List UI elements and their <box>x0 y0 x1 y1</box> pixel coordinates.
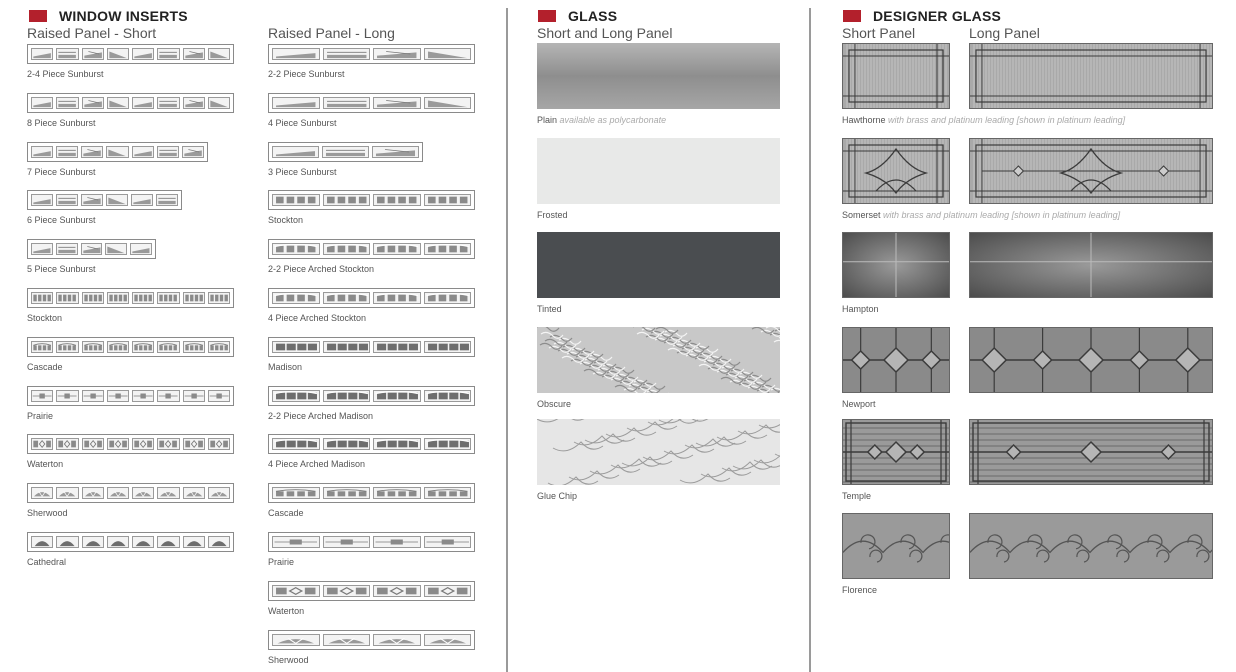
insert-pane <box>272 341 320 353</box>
window-insert-swatch <box>268 239 475 259</box>
insert-pane <box>107 390 129 402</box>
insert-pane <box>424 292 472 304</box>
insert-pane <box>82 487 104 499</box>
insert-pane <box>31 48 53 60</box>
insert-pane <box>183 536 205 548</box>
insert-pane <box>373 243 421 255</box>
window-insert-swatch <box>268 190 475 210</box>
insert-pane <box>208 487 230 499</box>
insert-pane <box>322 146 369 158</box>
designer-glass-short-swatch-temple <box>842 419 950 485</box>
window-insert-swatch <box>27 532 234 552</box>
designer-glass-short-swatch-hawthorne <box>842 43 950 109</box>
glass-swatch-plain <box>537 43 780 109</box>
insert-pane <box>31 390 53 402</box>
insert-pane <box>272 243 320 255</box>
insert-pane <box>31 536 53 548</box>
insert-pane <box>208 536 230 548</box>
insert-pane <box>272 536 320 548</box>
insert-pane <box>208 390 230 402</box>
insert-pane <box>106 194 128 206</box>
designer-glass-name: Temple <box>842 491 872 501</box>
window-insert-swatch <box>27 386 234 406</box>
insert-pane <box>56 48 78 60</box>
designer-glass-label <box>842 210 1120 220</box>
insert-pane <box>373 634 421 646</box>
insert-pane <box>107 292 129 304</box>
window-insert-swatch <box>27 190 182 210</box>
glass-name: Frosted <box>537 210 568 220</box>
insert-pane <box>183 341 205 353</box>
insert-pane <box>208 341 230 353</box>
window-insert-label: Stockton <box>268 215 304 226</box>
insert-pane <box>132 292 154 304</box>
designer-glass-short-swatch-newport <box>842 327 950 393</box>
insert-pane <box>82 341 104 353</box>
insert-pane <box>157 97 179 109</box>
insert-pane <box>424 585 472 597</box>
glass-label <box>537 210 568 220</box>
designer-glass-long-swatch-hawthorne <box>969 43 1213 109</box>
insert-pane <box>107 341 129 353</box>
window-insert-label: 4 Piece Arched Madison <box>268 459 366 470</box>
column-divider <box>809 8 811 672</box>
insert-pane <box>31 243 53 255</box>
insert-pane <box>56 243 78 255</box>
insert-pane <box>156 194 178 206</box>
designer-glass-long-swatch-newport <box>969 327 1213 393</box>
insert-pane <box>272 634 320 646</box>
insert-pane <box>208 97 230 109</box>
column-heading-short-panel: Short Panel <box>842 25 916 41</box>
insert-pane <box>81 243 103 255</box>
designer-glass-note: with brass and platinum leading [shown in platinum leading] <box>885 115 1126 125</box>
insert-pane <box>157 146 179 158</box>
insert-pane <box>132 536 154 548</box>
insert-pane <box>56 292 78 304</box>
section-header-designer-glass <box>843 8 1001 24</box>
insert-pane <box>323 243 371 255</box>
insert-pane <box>424 438 472 450</box>
insert-pane <box>424 634 472 646</box>
insert-pane <box>183 390 205 402</box>
insert-pane <box>323 341 371 353</box>
insert-pane <box>323 292 371 304</box>
insert-pane <box>56 97 78 109</box>
insert-pane <box>424 97 472 109</box>
insert-pane <box>373 487 421 499</box>
section-title: DESIGNER GLASS <box>873 8 1002 24</box>
insert-pane <box>183 48 205 60</box>
insert-pane <box>323 194 371 206</box>
window-insert-swatch <box>268 386 475 406</box>
insert-pane <box>31 292 53 304</box>
window-insert-label: 8 Piece Sunburst <box>27 117 96 128</box>
insert-pane <box>373 390 421 402</box>
insert-pane <box>373 536 421 548</box>
insert-pane <box>56 536 78 548</box>
insert-pane <box>373 292 421 304</box>
insert-pane <box>323 487 371 499</box>
window-insert-swatch <box>268 142 423 162</box>
window-insert-swatch <box>268 483 475 503</box>
column-heading-long: Raised Panel - Long <box>268 25 395 41</box>
window-insert-swatch <box>27 44 234 64</box>
window-insert-swatch <box>27 483 234 503</box>
column-divider <box>506 8 508 672</box>
insert-pane <box>107 536 129 548</box>
window-insert-swatch <box>27 93 234 113</box>
window-insert-swatch <box>27 142 208 162</box>
designer-glass-name: Newport <box>842 399 876 409</box>
insert-pane <box>272 292 320 304</box>
insert-pane <box>56 194 78 206</box>
insert-pane <box>183 487 205 499</box>
designer-glass-long-swatch-somerset <box>969 138 1213 204</box>
insert-pane <box>424 390 472 402</box>
insert-pane <box>183 97 205 109</box>
insert-pane <box>372 146 419 158</box>
column-heading-short: Raised Panel - Short <box>27 25 157 41</box>
window-insert-label: Prairie <box>27 410 54 421</box>
insert-pane <box>323 438 371 450</box>
glass-swatch-obscure <box>537 327 780 393</box>
insert-pane <box>56 390 78 402</box>
insert-pane <box>107 48 129 60</box>
insert-pane <box>373 438 421 450</box>
glass-label <box>537 115 666 125</box>
insert-pane <box>157 487 179 499</box>
glass-label <box>537 399 571 409</box>
insert-pane <box>323 536 371 548</box>
designer-glass-long-swatch-hampton <box>969 232 1213 298</box>
insert-pane <box>323 97 371 109</box>
insert-pane <box>157 390 179 402</box>
insert-pane <box>373 194 421 206</box>
designer-glass-label <box>842 491 871 501</box>
window-insert-swatch <box>268 630 475 650</box>
insert-pane <box>131 194 153 206</box>
insert-pane <box>107 438 129 450</box>
window-insert-swatch <box>268 434 475 454</box>
insert-pane <box>272 487 320 499</box>
section-title: GLASS <box>568 8 618 24</box>
designer-glass-long-swatch-temple <box>969 419 1213 485</box>
insert-pane <box>82 292 104 304</box>
window-insert-label: Sherwood <box>27 508 68 519</box>
window-insert-label: Sherwood <box>268 654 309 665</box>
insert-pane <box>157 536 179 548</box>
designer-glass-name: Hampton <box>842 304 879 314</box>
designer-glass-label <box>842 304 879 314</box>
window-insert-label: Stockton <box>27 313 63 323</box>
insert-pane <box>107 487 129 499</box>
insert-pane <box>272 146 319 158</box>
insert-pane <box>373 97 421 109</box>
window-insert-label: Cathedral <box>27 557 67 567</box>
section-header-glass <box>538 8 617 24</box>
insert-pane <box>208 48 230 60</box>
insert-pane <box>424 341 472 353</box>
glass-swatch-gluechip <box>537 419 780 485</box>
insert-pane <box>424 48 472 60</box>
designer-glass-short-swatch-hampton <box>842 232 950 298</box>
insert-pane <box>82 390 104 402</box>
section-title: WINDOW INSERTS <box>59 8 188 24</box>
window-insert-label: 4 Piece Arched Stockton <box>268 313 367 323</box>
insert-pane <box>373 48 421 60</box>
window-insert-label: 2-2 Piece Arched Madison <box>268 410 374 421</box>
insert-pane <box>272 48 320 60</box>
insert-pane <box>31 146 53 158</box>
insert-pane <box>424 536 472 548</box>
designer-glass-short-swatch-florence <box>842 513 950 579</box>
glass-name: Obscure <box>537 399 572 409</box>
window-insert-label: 4 Piece Sunburst <box>268 117 337 128</box>
glass-name: Tinted <box>537 304 562 314</box>
insert-pane <box>31 438 53 450</box>
glass-label <box>537 491 577 501</box>
glass-note: available as polycarbonate <box>557 115 667 125</box>
insert-pane <box>272 438 320 450</box>
insert-pane <box>373 341 421 353</box>
window-insert-swatch <box>268 581 475 601</box>
insert-pane <box>132 97 154 109</box>
insert-pane <box>106 146 128 158</box>
insert-pane <box>183 292 205 304</box>
window-insert-swatch <box>27 288 234 308</box>
insert-pane <box>424 243 472 255</box>
insert-pane <box>56 438 78 450</box>
insert-pane <box>373 585 421 597</box>
red-square-icon <box>538 10 556 22</box>
insert-pane <box>208 292 230 304</box>
insert-pane <box>272 390 320 402</box>
insert-pane <box>56 146 78 158</box>
glass-swatch-tinted <box>537 232 780 298</box>
window-insert-swatch <box>27 337 234 357</box>
insert-pane <box>157 292 179 304</box>
insert-pane <box>132 390 154 402</box>
insert-pane <box>323 48 371 60</box>
window-insert-label: 2-2 Piece Sunburst <box>268 69 345 79</box>
window-insert-label: 2-2 Piece Arched Stockton <box>268 264 375 275</box>
designer-glass-note: with brass and platinum leading [shown in platinum leading] <box>880 210 1121 220</box>
insert-pane <box>424 487 472 499</box>
insert-pane <box>132 146 154 158</box>
window-insert-label: 6 Piece Sunburst <box>27 215 96 226</box>
column-heading-glass: Short and Long Panel <box>537 25 673 41</box>
insert-pane <box>105 243 127 255</box>
window-insert-label: Madison <box>268 361 303 372</box>
insert-pane <box>82 536 104 548</box>
column-heading-long-panel: Long Panel <box>969 25 1040 41</box>
insert-pane <box>183 438 205 450</box>
window-insert-swatch <box>268 337 475 357</box>
insert-pane <box>132 341 154 353</box>
insert-pane <box>272 194 320 206</box>
window-insert-swatch <box>27 239 156 259</box>
window-insert-label: 2-4 Piece Sunburst <box>27 69 104 79</box>
insert-pane <box>157 341 179 353</box>
window-insert-label: Waterton <box>27 459 64 470</box>
designer-glass-name: Hawthorne <box>842 115 886 125</box>
insert-pane <box>157 438 179 450</box>
section-header-window-inserts <box>29 8 188 24</box>
insert-pane <box>208 438 230 450</box>
insert-pane <box>323 390 371 402</box>
window-insert-swatch <box>268 44 475 64</box>
window-insert-label: Waterton <box>268 605 305 616</box>
insert-pane <box>81 146 103 158</box>
red-square-icon <box>29 10 47 22</box>
insert-pane <box>182 146 204 158</box>
red-square-icon <box>843 10 861 22</box>
designer-glass-short-swatch-somerset <box>842 138 950 204</box>
window-insert-swatch <box>268 288 475 308</box>
insert-pane <box>132 487 154 499</box>
glass-swatch-frosted <box>537 138 780 204</box>
insert-pane <box>82 48 104 60</box>
glass-name: Glue Chip <box>537 491 578 501</box>
insert-pane <box>82 438 104 450</box>
insert-pane <box>31 487 53 499</box>
window-insert-label: 5 Piece Sunburst <box>27 264 96 275</box>
insert-pane <box>323 634 371 646</box>
designer-glass-long-swatch-florence <box>969 513 1213 579</box>
window-insert-label: 7 Piece Sunburst <box>27 166 96 177</box>
insert-pane <box>132 48 154 60</box>
insert-pane <box>132 438 154 450</box>
window-insert-label: Cascade <box>27 361 63 372</box>
insert-pane <box>272 585 320 597</box>
insert-pane <box>424 194 472 206</box>
insert-pane <box>56 487 78 499</box>
designer-glass-label <box>842 585 877 595</box>
window-insert-swatch <box>27 434 234 454</box>
window-insert-swatch <box>268 93 475 113</box>
designer-glass-label <box>842 115 1125 125</box>
insert-pane <box>107 97 129 109</box>
insert-pane <box>82 97 104 109</box>
glass-name: Plain <box>537 115 558 125</box>
insert-pane <box>31 194 53 206</box>
insert-pane <box>323 585 371 597</box>
window-insert-label: Prairie <box>268 557 295 567</box>
designer-glass-label <box>842 399 876 409</box>
window-insert-label: 3 Piece Sunburst <box>268 166 337 177</box>
insert-pane <box>272 97 320 109</box>
insert-pane <box>157 48 179 60</box>
designer-glass-name: Somerset <box>842 210 881 220</box>
window-insert-swatch <box>268 532 475 552</box>
window-insert-label: Cascade <box>268 508 304 519</box>
insert-pane <box>31 341 53 353</box>
insert-pane <box>31 97 53 109</box>
insert-pane <box>81 194 103 206</box>
glass-label <box>537 304 562 314</box>
insert-pane <box>56 341 78 353</box>
insert-pane <box>130 243 152 255</box>
designer-glass-name: Florence <box>842 585 878 595</box>
